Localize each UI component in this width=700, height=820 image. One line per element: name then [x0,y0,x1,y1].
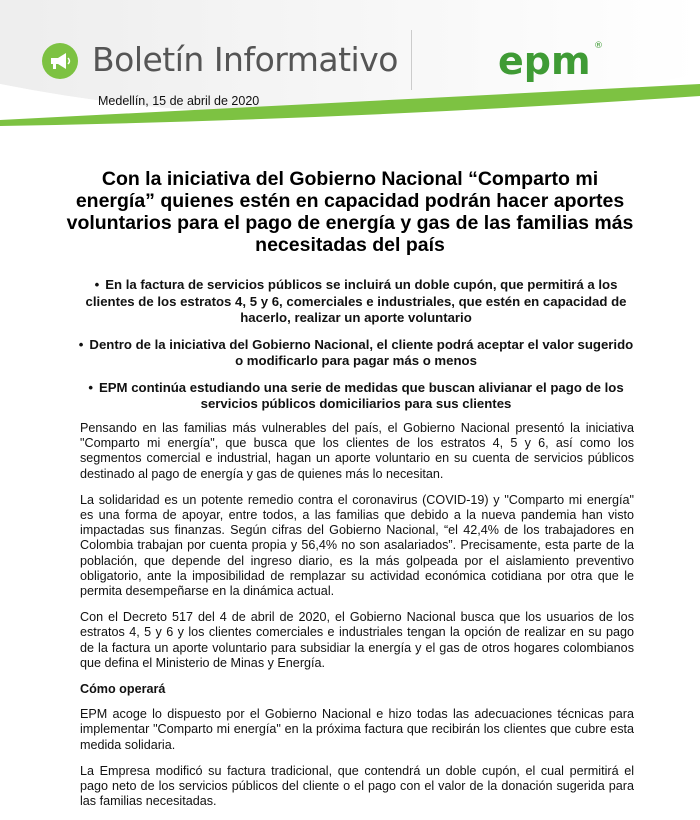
header-divider [411,30,412,90]
bulletin-header [0,0,700,130]
body-paragraph: EPM acoge lo dispuesto por el Gobierno Nacional e hizo todas las adecuaciones técnicas para implementar "Comparto mi energía" en la próxima factura que recibirán los clientes que cubre esta medida solidaria. [80,707,634,752]
headline: Con la iniciativa del Gobierno Nacional “Comparto mi energía” quienes estén en capacidad podrán hacer aportes voluntarios para el pago de energía y gas de las familias más necesitadas del país [66,168,634,256]
body-paragraph: La solidaridad es un potente remedio contra el coronavirus (COVID-19) y "Comparto mi energía" es una forma de apoyar, entre todos, a las familias que debido a la nueva pandemia han visto impactadas sus finanzas. Según cifras del Gobierno Nacional, “el 42,4% de los trabajadores en Colombia trabajan por cuenta propia y 56,4% no son asalariados”. Precisamente, esta parte de la población, que depende del ingreso diario, es la más golpeada por el aislamiento preventivo obligatorio, ante la imposibilidad de remplazar su actividad económica cotidiana por otra que le permita desempeñarse en la dinámica actual. [80,492,634,599]
registered-mark: ® [594,41,603,51]
megaphone-icon [42,43,78,79]
bullet-text: En la factura de servicios públicos se incluirá un doble cupón, que permitirá a los clientes de los estratos 4, 5 y 6, comerciales e industriales, que estén en capacidad de hacerlo, realizar un aporte voluntario [85,277,627,325]
bullet-text: Dentro de la iniciativa del Gobierno Nacional, el cliente podrá aceptar el valor sugerido o modificarlo para pagar más o menos [89,336,634,368]
bullet-item [78,380,634,413]
summary-bullets [78,277,634,423]
bulletin-title: Boletín Informativo [92,40,398,79]
bullet-text: EPM continúa estudiando una serie de medidas que buscan alivianar el pago de los servicios públicos domiciliarios para sus clientes [98,379,624,411]
bullet-mark: • [78,336,84,352]
logo-text: epm [498,39,591,83]
dateline: Medellín, 15 de abril de 2020 [98,94,260,108]
body-paragraph: Con el Decreto 517 del 4 de abril de 2020, el Gobierno Nacional busca que los usuarios de los estratos 4, 5 y 6 y los clientes comerciales e industriales tengan la opción de realizar en su pago de la factura un aporte voluntario para subsidiar la energía y el gas de otros hogares colombianos que defina el Ministerio de Minas y Energía. [80,610,634,670]
body-paragraph: La Empresa modificó su factura tradicional, que contendrá un doble cupón, el cual permitirá el pago neto de los servicios públicos del cliente o el pago con el valor de la donación sugerida para las familias necesitadas. [80,763,634,809]
bullet-item [78,337,634,370]
bullet-mark: • [94,277,100,292]
epm-logo [498,38,608,86]
section-heading: Cómo operará [80,682,166,697]
bullet-item [78,277,634,327]
body-paragraph: Pensando en las familias más vulnerables del país, el Gobierno Nacional presentó la iniciativa "Comparto mi energía", que busca que los clientes de los estratos 4, 5 y 6, así como los segmentos comercial e industrial, hagan un aporte voluntario en su cuenta de servicios públicos destinado al pago de energía y gas de quienes más lo necesitan. [80,421,634,481]
bullet-mark: • [88,379,93,395]
article-body [80,421,634,820]
